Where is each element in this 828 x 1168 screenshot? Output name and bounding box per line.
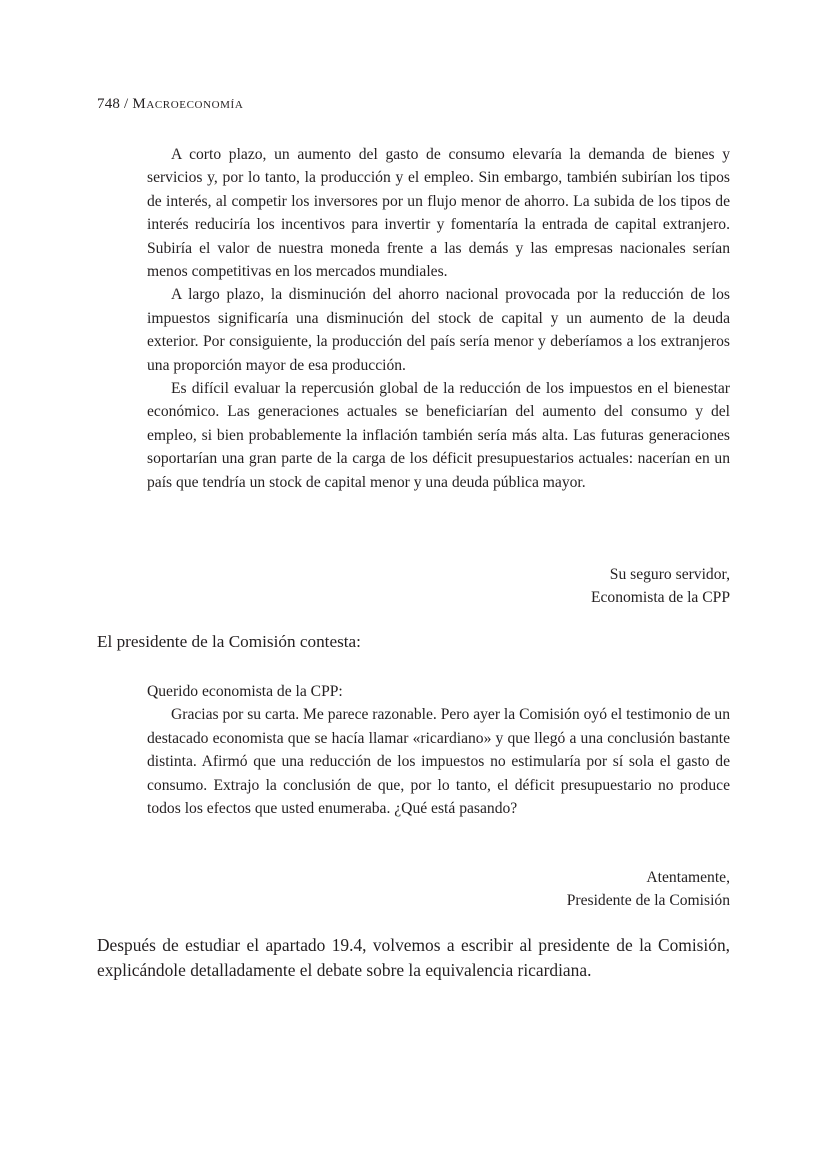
closing-phrase: Su seguro servidor, bbox=[609, 566, 730, 583]
letter-from-president bbox=[147, 680, 730, 820]
paragraph-welfare: Es difícil evaluar la repercusión global de la reducción de los impuestos en el bienestar económico. Las generaciones actuales se beneficiarían del aumento del consumo y del empleo, si bien probablemente la inflación también sería más alta. Las futuras generaciones soportarían una gran parte de la carga de los déficit presupuestarios actuales: nacerían en un país que tendría un stock de capital menor y una deuda pública mayor. bbox=[147, 380, 730, 491]
signature: Economista de la CPP bbox=[590, 589, 730, 607]
page-number: 748 bbox=[97, 96, 121, 112]
paragraph-ricardian: Gracias por su carta. Me parece razonable. Pero ayer la Comisión oyó el testimonio de un destacado economista que se hacía llamar «ricardiano» y que llegó a una conclusión bastante distinta. Afirmó que una reducción de los impuestos no estimularía por sí sola el gasto de consumo. Extrajo la conclusión de que, por lo tanto, el déficit presupuestario no produce todos los efectos que usted enumeraba. ¿Qué está pasando? bbox=[147, 706, 731, 818]
running-header bbox=[97, 96, 243, 113]
reply-intro: El presidente de la Comisión contesta: bbox=[97, 632, 361, 651]
paragraph-short-run: A corto plazo, un aumento del gasto de consumo elevaría la demanda de bienes y servicios y, por lo tanto, la producción y el empleo. Sin embargo, también subirían los tipos de interés, al competir los inversores por un flujo menor de ahorro. La subida de los tipos de interés reduciría los incentivos para invertir y fomentaría la entrada de capital extranjero. Subiría el valor de nuestra moneda frente a las demás y las empresas nacionales serían menos competitivas en los mercados mundiales. bbox=[147, 146, 730, 281]
signature: Presidente de la Comisión bbox=[566, 892, 730, 910]
salutation: Querido economista de la CPP: bbox=[147, 683, 343, 700]
letter-from-economist bbox=[147, 143, 730, 494]
economist-signoff bbox=[591, 563, 730, 610]
president-signoff bbox=[567, 866, 730, 913]
closing-phrase: Atentamente, bbox=[646, 869, 730, 886]
book-title: Macroeconomía bbox=[132, 96, 244, 112]
paragraph-long-run: A largo plazo, la disminución del ahorro nacional provocada por la reducción de los impuestos significaría una disminución del stock de capital y un aumento de la deuda exterior. Por consiguiente, la producción del país sería menor y deberíamos a los extranjeros una proporción mayor de esa producción. bbox=[147, 286, 730, 374]
header-separator: / bbox=[120, 96, 133, 112]
concluding-paragraph: Después de estudiar el apartado 19.4, volvemos a escribir al presidente de la Comisión, explicándole detalladamente el debate sobre la equivalencia ricardiana. bbox=[97, 935, 730, 980]
